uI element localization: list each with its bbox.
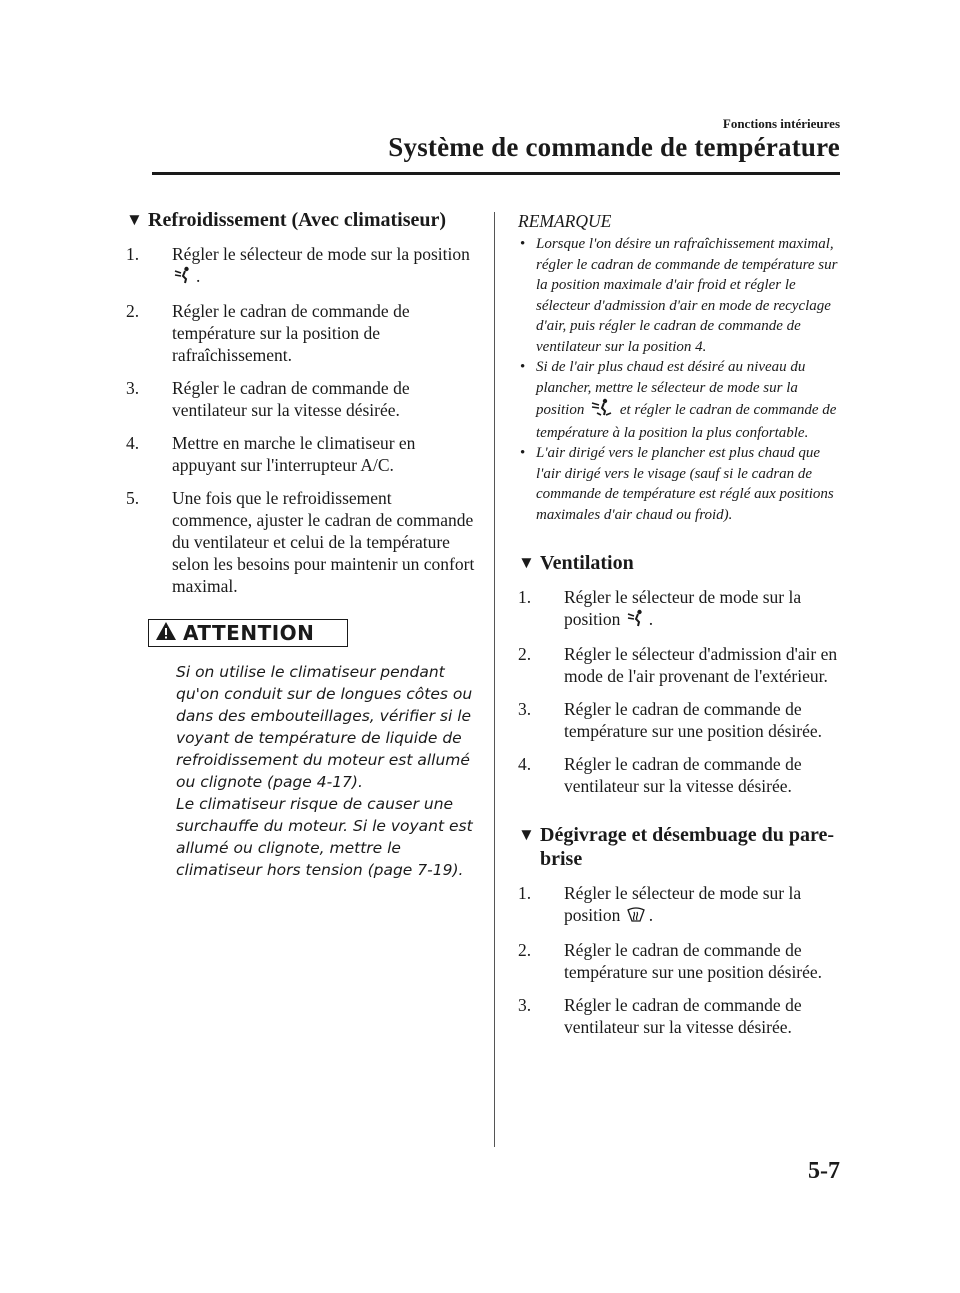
- list-item: [518, 234, 848, 357]
- list-item: [518, 698, 848, 742]
- list-item: [518, 882, 848, 928]
- step-text: Régler le cadran de commande de température sur la position de rafraîchissement.: [172, 301, 410, 365]
- attention-label: ATTENTION: [183, 621, 315, 645]
- step-text: Régler le cadran de commande de ventilateur sur la vitesse désirée.: [564, 754, 802, 796]
- step-text: Régler le cadran de commande de ventilateur sur la vitesse désirée.: [564, 995, 802, 1037]
- note-text: Lorsque l'on désire un rafraîchissement maximal, régler le cadran de commande de température sur la position maximale d'air froid et régler le sélecteur d'admission d'air en mode de recyclage d'air, puis régler le cadran de commande de ventilateur sur la position 4.: [536, 236, 838, 355]
- step-number: 3.: [518, 699, 532, 719]
- attention-paragraph: Le climatiseur risque de causer une surchauffe du moteur. Si le voyant est allumé ou clignote, mettre le climatiseur hors tension (page 7-19).: [176, 795, 473, 879]
- list-item: [126, 487, 476, 597]
- right-column: [518, 208, 848, 1038]
- step-text: Régler le sélecteur de mode sur la position: [172, 244, 470, 264]
- note-text-suffix: et régler le cadran de commande de température à la position la plus confortable.: [536, 402, 837, 441]
- list-item: [518, 939, 848, 983]
- remarque-title: REMARQUE: [518, 211, 612, 231]
- step-number: 1.: [518, 587, 532, 607]
- remarque-notes: [518, 234, 848, 525]
- heading-text: Ventilation: [540, 552, 634, 574]
- triangle-down-icon: ▼: [518, 553, 535, 572]
- face-vent-mode-icon: [627, 609, 645, 632]
- heading-text: Dégivrage et désembuage du pare-brise: [540, 824, 835, 870]
- page-title: Système de commande de température: [388, 132, 840, 162]
- section-label: Fonctions intérieures: [722, 116, 840, 131]
- step-text: Régler le cadran de commande de température sur une position désirée.: [564, 699, 823, 741]
- step-number: 3.: [126, 378, 140, 398]
- list-item: [126, 377, 476, 421]
- step-number: 4.: [518, 754, 532, 774]
- step-number: 1.: [518, 883, 532, 903]
- list-item: [518, 994, 848, 1038]
- attention-paragraph: Si on utilise le climatiseur pendant qu'on conduit sur de longues côtes ou dans des embouteillages, vérifier si le voyant de température de liquide de refroidissement du moteur est allumé ou clignote (page 4-17).: [176, 663, 473, 791]
- heading-refroidissement: [126, 208, 476, 232]
- bullet-icon: •: [520, 359, 526, 375]
- step-number: 1.: [126, 244, 140, 264]
- step-text: Une fois que le refroidissement commence, ajuster le cadran de commande du ventilateur et celui de la température selon les besoins pour maintenir un confort maximal.: [172, 488, 475, 596]
- list-item: [126, 432, 476, 476]
- step-number: 5.: [126, 488, 140, 508]
- step-number: 2.: [518, 940, 532, 960]
- heading-ventilation: [518, 551, 848, 575]
- step-number: 2.: [126, 301, 140, 321]
- triangle-down-icon: ▼: [126, 210, 143, 229]
- list-item: [518, 753, 848, 797]
- note-text: Si de l'air plus chaud est désiré au niveau du plancher, mettre le sélecteur de mode sur la position: [536, 359, 806, 418]
- step-number: 3.: [518, 995, 532, 1015]
- step-suffix: .: [196, 266, 201, 286]
- list-item: [518, 443, 848, 525]
- cooling-steps: [126, 243, 476, 597]
- list-item: [126, 243, 476, 289]
- note-text: L'air dirigé vers le plancher est plus chaud que l'air dirigé vers le visage (sauf si le cadran de commande de température est réglé aux positions maximales d'air chaud ou froid).: [536, 445, 834, 523]
- page-number: 5-7: [808, 1158, 840, 1184]
- step-suffix: .: [648, 905, 654, 925]
- list-item: [518, 643, 848, 687]
- list-item: [518, 586, 848, 632]
- attention-box: [148, 619, 348, 647]
- warning-triangle-icon: [155, 621, 177, 646]
- windshield-defrost-icon: [627, 906, 645, 928]
- step-text: Régler le sélecteur d'admission d'air en mode de l'air provenant de l'extérieur.: [564, 644, 838, 686]
- heading-text: Refroidissement (Avec climatiseur): [148, 209, 447, 231]
- step-text: Mettre en marche le climatiseur en appuyant sur l'interrupteur A/C.: [172, 433, 416, 475]
- bullet-icon: •: [520, 236, 526, 252]
- list-item: [126, 300, 476, 366]
- bi-level-mode-icon: [590, 398, 612, 423]
- step-text: Régler le sélecteur de mode sur la position: [564, 587, 802, 629]
- step-text: Régler le sélecteur de mode sur la position: [564, 883, 802, 925]
- step-number: 2.: [518, 644, 532, 664]
- column-divider: [494, 212, 495, 1147]
- step-text: Régler le cadran de commande de ventilateur sur la vitesse désirée.: [172, 378, 410, 420]
- heading-degivrage: [518, 823, 848, 871]
- list-item: [518, 357, 848, 443]
- left-column: [126, 208, 476, 881]
- bullet-icon: •: [520, 445, 526, 461]
- step-suffix: .: [648, 609, 654, 629]
- ventilation-steps: [518, 586, 848, 797]
- defrost-steps: [518, 882, 848, 1038]
- step-text: Régler le cadran de commande de température sur une position désirée.: [564, 940, 823, 982]
- step-number: 4.: [126, 433, 140, 453]
- attention-text: [176, 661, 476, 881]
- header-rule: [152, 172, 840, 175]
- face-vent-mode-icon: [174, 266, 192, 289]
- triangle-down-icon: ▼: [518, 825, 535, 844]
